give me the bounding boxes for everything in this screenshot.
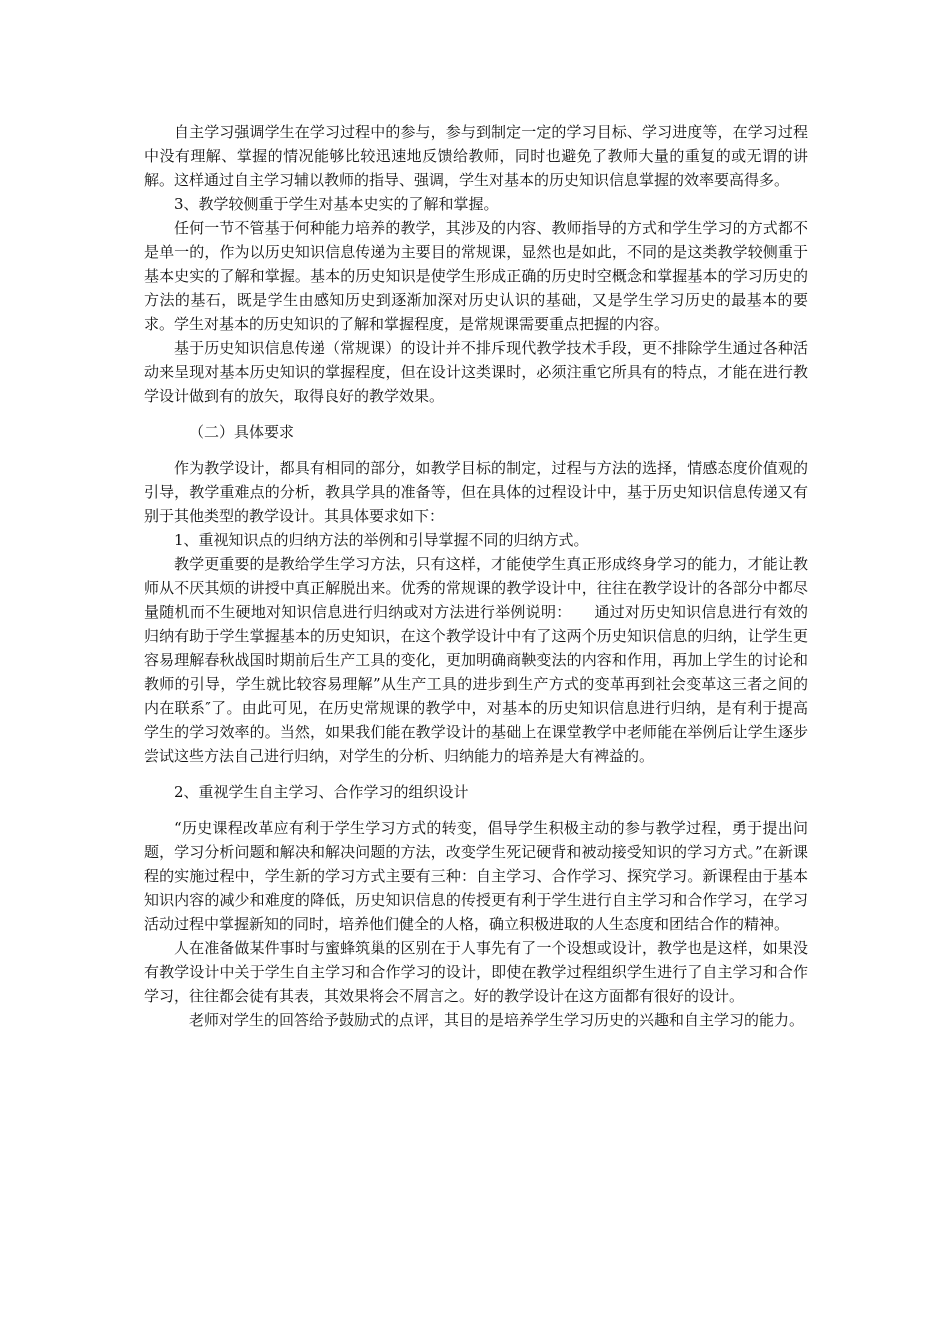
requirement-1-heading: 1、重视知识点的归纳方法的举例和引导掌握不同的归纳方式。 <box>174 531 589 549</box>
paragraph-teacher-feedback: 老师对学生的回答给予鼓励式的点评，其目的是培养学生学习历史的兴趣和自主学习的能力。 <box>189 1011 805 1029</box>
document-page <box>144 120 808 1032</box>
paragraph-curriculum-reform: “历史课程改革应有利于学生学习方式的转变，倡导学生积极主动的参与教学过程，勇于提出问题，学习分析问题和解决和解决问题的方法，改变学生死记硬背和被动接受知识的学习方式。”在新课程的实施过程中，学生新的学习方式主要有三种：自主学习、合作学习、探究学习。新课程由于基本知识内容的减少和难度的降低，历史知识信息的传授更有利于学生进行自主学习和合作学习，在学习活动过程中掌握新知的同时，培养他们健全的人格，确立积极进取的人生态度和团结合作的精神。 <box>144 819 808 933</box>
paragraph-basic-facts: 任何一节不管基于何种能力培养的教学，其涉及的内容、教师指导的方式和学生学习的方式都不是单一的，作为以历史知识信息传递为主要目的常规课，显然也是如此，不同的是这类教学较侧重于基本史实的了解和掌握。基本的历史知识是使学生形成正确的历史时空概念和掌握基本的学习历史的方法的基石，既是学生由感知历史到逐渐加深对历史认识的基础，又是学生学习历史的最基本的要求。学生对基本的历史知识的了解和掌握程度，是常规课需要重点把握的内容。 <box>144 219 808 333</box>
point-3-heading: 3、教学较侧重于学生对基本史实的了解和掌握。 <box>174 195 499 213</box>
section-heading-specific-requirements: （二）具体要求 <box>189 423 295 441</box>
paragraph-self-study: 自主学习强调学生在学习过程中的参与，参与到制定一定的学习目标、学习进度等，在学习过程中没有理解、掌握的情况能够比较迅速地反馈给教师，同时也避免了教师大量的重复的或无谓的讲解。这样通过自主学习辅以教师的指导、强调，学生对基本的历史知识信息掌握的效率要高得多。 <box>144 123 808 189</box>
paragraph-induction-methods: 教学更重要的是教给学生学习方法，只有这样，才能使学生真正形成终身学习的能力，才能让教师从不厌其烦的讲授中真正解脱出来。优秀的常规课的教学设计中，往往在教学设计的各部分中都尽量随机而不生硬地对知识信息进行归纳或对方法进行举例说明： 通过对历史知识信息进行有效的归纳有助于学生掌握基本的历史知识，在这个教学设计中有了这两个历史知识信息的归纳，让学生更容易理解春秋战国时期前后生产工具的变化，更加明确商鞅变法的内容和作用，再加上学生的讨论和教师的引导，学生就比较容易理解”从生产工具的进步到生产方式的变革再到社会变革这三者之间的内在联系″了。由此可见，在历史常规课的教学中，对基本的历史知识信息进行归纳，是有利于提高学生的学习效率的。当然，如果我们能在教学设计的基础上在课堂教学中老师能在举例后让学生逐步尝试这些方法自己进行归纳，对学生的分析、归纳能力的培养是大有裨益的。 <box>144 555 808 765</box>
paragraph-design-intro: 作为教学设计，都具有相同的部分，如教学目标的制定，过程与方法的选择，情感态度价值观的引导，教学重难点的分析，教具学具的准备等，但在具体的过程设计中，基于历史知识信息传递又有别于其他类型的教学设计。其具体要求如下： <box>144 459 808 525</box>
paragraph-bee-analogy: 人在准备做某件事时与蜜蜂筑巢的区别在于人事先有了一个设想或设计，教学也是这样，如果没有教学设计中关于学生自主学习和合作学习的设计，即使在教学过程组织学生进行了自主学习和合作学习，往往都会徒有其表，其效果将会不屑言之。好的教学设计在这方面都有很好的设计。 <box>144 939 808 1005</box>
requirement-2-heading: 2、重视学生自主学习、合作学习的组织设计 <box>174 783 469 801</box>
paragraph-modern-techniques: 基于历史知识信息传递（常规课）的设计并不排斥现代教学技术手段，更不排除学生通过各种活动来呈现对基本历史知识的掌握程度，但在设计这类课时，必须注重它所具有的特点，才能在进行教学设计做到有的放矢，取得良好的教学效果。 <box>144 339 808 405</box>
